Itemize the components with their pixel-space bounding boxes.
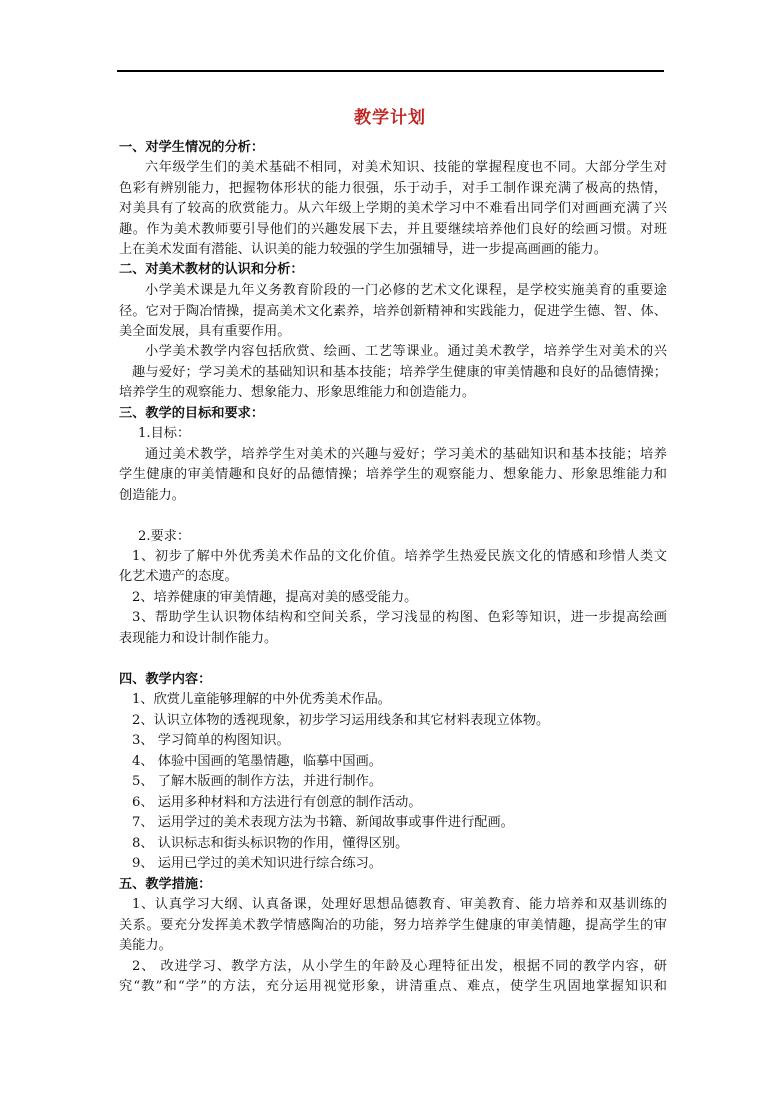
- paragraph-line: 径。它对于陶冶情操，提高美术文化素养，培养创新精神和实践能力，促进学生德、智、体、: [119, 304, 667, 319]
- paragraph-line: 9、 运用已学过的美术知识进行综合练习。: [132, 856, 382, 871]
- section-heading: 二、对美术教材的认识和分析：: [119, 262, 304, 277]
- page-title: 教学计划: [354, 108, 426, 128]
- paragraph-line: 8、 认识标志和街头标识物的作用，懂得区别。: [132, 836, 409, 851]
- paragraph-line: 1、初步了解中外优秀美术作品的文化价值。培养学生热爱民族文化的情感和珍惜人类文: [132, 549, 667, 564]
- paragraph-line: 通过美术教学，培养学生对美术的兴趣与爱好；学习美术的基础知识和基本技能；培养: [145, 447, 667, 462]
- paragraph-line: 六年级学生们的美术基础不相同，对美术知识、技能的掌握程度也不同。大部分学生对: [145, 160, 667, 175]
- paragraph-line: 4、 体验中国画的笔墨情趣，临摹中国画。: [132, 754, 382, 769]
- paragraph-line: 化艺术遗产的态度。: [119, 569, 238, 584]
- section-heading: 三、教学的目标和要求：: [119, 406, 265, 421]
- paragraph-line: 究“教”和“学”的方法，充分运用视觉形象，讲清重点、难点，使学生巩固地掌握知识和: [119, 979, 667, 994]
- paragraph-line: 6、 运用多种材料和方法进行有创意的制作活动。: [132, 795, 422, 810]
- header-rule: [117, 70, 664, 72]
- paragraph-line: 表现能力和设计制作能力。: [119, 631, 278, 646]
- paragraph-line: 关系。要充分发挥美术教学情感陶冶的功能，努力培养学生健康的审美情趣，提高学生的审: [119, 918, 667, 933]
- paragraph-line: 5、 了解木版画的制作方法，并进行制作。: [132, 774, 382, 789]
- paragraph-line: 1、欣赏儿童能够理解的中外优秀美术作品。: [132, 692, 391, 707]
- paragraph-line: 美全面发展，具有重要作用。: [119, 324, 291, 339]
- paragraph-line: 3、 学习简单的构图知识。: [132, 733, 290, 748]
- paragraph-line: 创造能力。: [119, 488, 185, 503]
- paragraph-line: 2、 改进学习、教学方法，从小学生的年龄及心理特征出发，根据不同的教学内容，研: [132, 959, 667, 974]
- paragraph-line: 上在美术发面有潜能、认识美的能力较强的学生加强辅导，进一步提高画画的能力。: [119, 242, 607, 257]
- paragraph-line: 7、 运用学过的美术表现方法为书籍、新闻故事或事件进行配画。: [132, 815, 514, 830]
- section-heading: 五、教学措施：: [119, 877, 212, 892]
- paragraph-line: 趣与爱好；学习美术的基础知识和基本技能；培养学生健康的审美情趣和良好的品德情操；: [132, 365, 667, 380]
- paragraph-line: 小学美术教学内容包括欣赏、绘画、工艺等课业。通过美术教学，培养学生对美术的兴: [145, 344, 667, 359]
- paragraph-line: 2、培养健康的审美情趣，提高对美的感受能力。: [132, 590, 418, 605]
- section-heading: 四、教学内容：: [119, 672, 212, 687]
- paragraph-line: 2.要求：: [138, 529, 191, 544]
- section-heading: 一、对学生情况的分析：: [119, 140, 265, 155]
- paragraph-line: 2、认识立体物的透视现象，初步学习运用线条和其它材料表现立体物。: [132, 713, 550, 728]
- paragraph-line: 培养学生的观察能力、想象能力、形象思维能力和创造能力。: [119, 385, 476, 400]
- paragraph-line: 趣。作为美术教师要引导他们的兴趣发展下去，并且要继续培养他们良好的绘画习惯。对班: [119, 222, 667, 237]
- paragraph-line: 1、认真学习大纲、认真备课，处理好思想品德教育、审美教育、能力培养和双基训练的: [132, 897, 667, 912]
- paragraph-line: 美能力。: [119, 938, 172, 953]
- paragraph-line: 小学美术课是九年义务教育阶段的一门必修的艺术文化课程，是学校实施美育的重要途: [145, 283, 667, 298]
- paragraph-line: 对美具有了较高的欣赏能力。从六年级上学期的美术学习中不难看出同学们对画画充满了兴: [119, 201, 667, 216]
- paragraph-line: 学生健康的审美情趣和良好的品德情操；培养学生的观察能力、想象能力、形象思维能力和: [119, 467, 667, 482]
- paragraph-line: 3、帮助学生认识物体结构和空间关系，学习浅显的构图、色彩等知识，进一步提高绘画: [132, 610, 667, 625]
- paragraph-line: 1.目标：: [138, 426, 191, 441]
- paragraph-line: 色彩有辨别能力，把握物体形状的能力很强，乐于动手，对手工制作课充满了极高的热情，: [119, 181, 667, 196]
